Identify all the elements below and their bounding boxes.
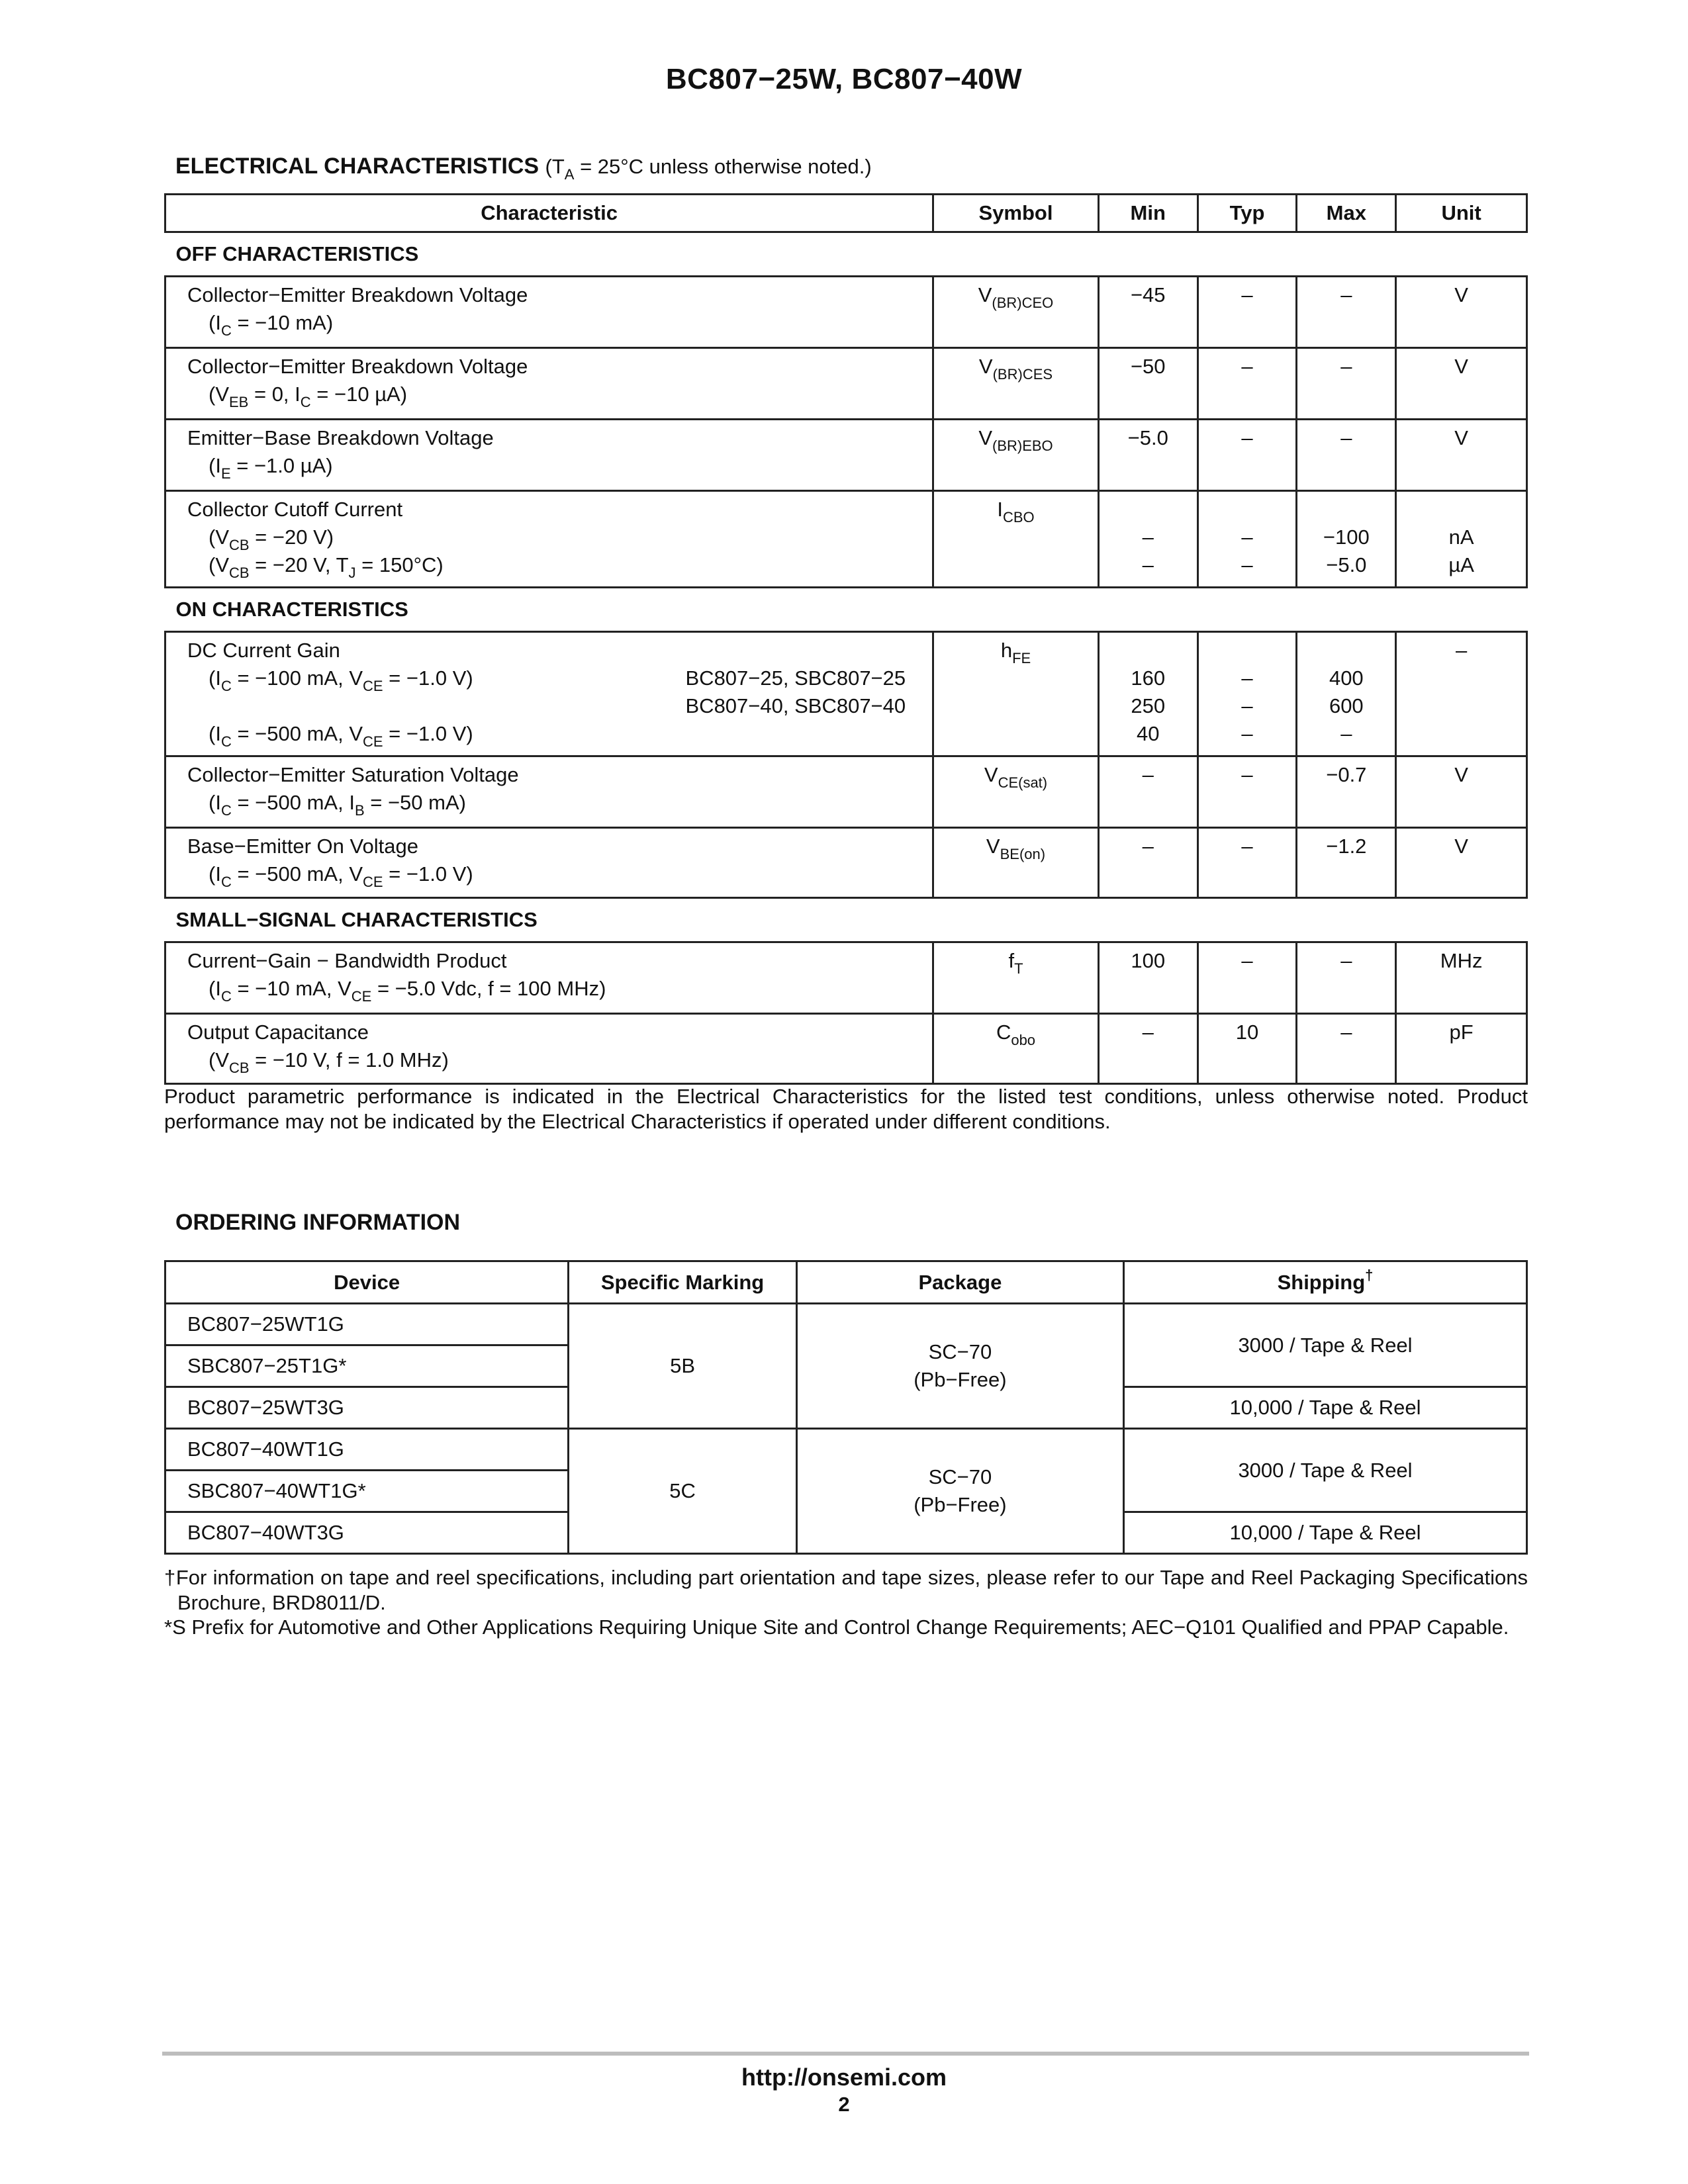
unit-cell: MHz — [1396, 942, 1527, 1014]
characteristic-cell: Collector−Emitter Saturation Voltage ($I_C = -500$ mA, $I_B = -50$ mA) — [165, 756, 933, 828]
table-row — [165, 491, 1527, 588]
min-cell: −50 — [1098, 348, 1197, 420]
typ-cell: – – – — [1197, 632, 1297, 756]
min-cell: −5.0 — [1098, 420, 1197, 491]
col-unit: Unit — [1396, 195, 1527, 232]
device-cell: BC807−25WT3G — [165, 1387, 569, 1429]
table-row — [165, 348, 1527, 420]
unit-cell: V — [1396, 756, 1527, 828]
device-cell: SBC807−25T1G* — [165, 1345, 569, 1387]
unit-cell: nA µA — [1396, 491, 1527, 588]
col-specific-marking: Specific Marking — [569, 1261, 797, 1304]
footnote-dagger: †For information on tape and reel specifications, including part orientation and tape sizes, please refer to our Tape and Reel Packaging Specifications Brochure, BRD8011/D. — [164, 1566, 1528, 1614]
device-cell: BC807−40WT1G — [165, 1429, 569, 1471]
characteristic-cell: Collector−Emitter Breakdown Voltage ($V_{EB} = 0$, $I_C = -10$ µA) — [165, 348, 933, 420]
table-row — [165, 1304, 1527, 1345]
min-cell: −45 — [1098, 277, 1197, 348]
shipping-cell: 10,000 / Tape & Reel — [1124, 1512, 1527, 1554]
group-small-signal: SMALL−SIGNAL CHARACTERISTICS — [165, 898, 1527, 942]
package-cell: SC−70 (Pb−Free) — [796, 1304, 1123, 1429]
max-cell: −0.7 — [1297, 756, 1396, 828]
characteristic-cell: Collector Cutoff Current ($V_{CB} = -20$ V) ($V_{CB} = -20$ V, $T_J = 150^\circ C$) — [165, 491, 933, 588]
symbol-cell: $V_{BE(on)}$ — [933, 828, 1099, 898]
footer-divider — [162, 2052, 1529, 2056]
col-typ: Typ — [1197, 195, 1297, 232]
symbol-cell: $V_{CE(sat)}$ — [933, 756, 1099, 828]
col-min: Min — [1098, 195, 1197, 232]
marking-cell: 5C — [569, 1429, 797, 1554]
footer-url[interactable]: http://onsemi.com — [741, 2064, 947, 2091]
max-cell: – — [1297, 277, 1396, 348]
group-row — [165, 232, 1527, 277]
heading-text: ELECTRICAL CHARACTERISTICS — [175, 154, 539, 179]
max-cell: – — [1297, 348, 1396, 420]
characteristic-cell: DC Current Gain ($I_C = -100$ mA, $V_{CE} = -1.0$ V) BC807−25, SBC807−25 BC807−40, SBC807−40 ($I_C = -500$ mA, $V_{CE} = -1.0$ V) — [165, 632, 933, 756]
col-symbol: Symbol — [933, 195, 1099, 232]
min-cell: – — [1098, 828, 1197, 898]
min-cell: 100 — [1098, 942, 1197, 1014]
typ-cell: – — [1197, 828, 1297, 898]
typ-cell: – — [1197, 277, 1297, 348]
characteristic-cell: Current−Gain − Bandwidth Product ($I_C = -10$ mA, $V_{CE} = -5.0$ Vdc, f = 100 MHz) — [165, 942, 933, 1014]
package-cell: SC−70 (Pb−Free) — [796, 1429, 1123, 1554]
col-device: Device — [165, 1261, 569, 1304]
heading-condition: ($T_A = 25^\circ C$ unless otherwise noted.) — [545, 155, 872, 183]
characteristic-cell: Collector−Emitter Breakdown Voltage ($I_C = -10$ mA) — [165, 277, 933, 348]
page-number: 2 — [838, 2093, 850, 2116]
table-row — [165, 828, 1527, 898]
min-cell: – — [1098, 756, 1197, 828]
col-characteristic: Characteristic — [165, 195, 933, 232]
shipping-cell: 3000 / Tape & Reel — [1124, 1429, 1527, 1512]
table-row — [165, 420, 1527, 491]
footnote-star: *S Prefix for Automotive and Other Applications Requiring Unique Site and Control Change Requirements; AEC−Q101 Qualified and PPAP Capable. — [164, 1615, 1509, 1639]
col-package: Package — [796, 1261, 1123, 1304]
group-on: ON CHARACTERISTICS — [165, 588, 1527, 632]
min-cell: – — [1098, 1014, 1197, 1084]
unit-cell: V — [1396, 828, 1527, 898]
device-cell: BC807−25WT1G — [165, 1304, 569, 1345]
max-cell: −1.2 — [1297, 828, 1396, 898]
unit-cell: V — [1396, 348, 1527, 420]
table-header-row — [165, 1261, 1527, 1304]
characteristic-cell: Output Capacitance ($V_{CB} = -10$ V, f = 1.0 MHz) — [165, 1014, 933, 1084]
col-max: Max — [1297, 195, 1396, 232]
table-row — [165, 1014, 1527, 1084]
ordering-information-heading: ORDERING INFORMATION — [175, 1210, 461, 1235]
unit-cell: – — [1396, 632, 1527, 756]
group-row — [165, 898, 1527, 942]
typ-cell: – — [1197, 348, 1297, 420]
shipping-cell: 3000 / Tape & Reel — [1124, 1304, 1527, 1387]
typ-cell: – – — [1197, 491, 1297, 588]
ordering-information-table — [164, 1260, 1528, 1555]
table-header-row — [165, 195, 1527, 232]
symbol-cell: $C_{obo}$ — [933, 1014, 1099, 1084]
performance-note: Product parametric performance is indicated in the Electrical Characteristics for the listed test conditions, unless otherwise noted. Product performance may not be indicated by the Electrical Characteristics if operated under different conditions. — [164, 1085, 1528, 1133]
typ-cell: – — [1197, 942, 1297, 1014]
symbol-cell: $V_{(BR)EBO}$ — [933, 420, 1099, 491]
symbol-cell: $h_{FE}$ — [933, 632, 1099, 756]
typ-cell: 10 — [1197, 1014, 1297, 1084]
device-cell: BC807−40WT3G — [165, 1512, 569, 1554]
min-cell: – – — [1098, 491, 1197, 588]
page-title: BC807−25W, BC807−40W — [665, 63, 1023, 95]
symbol-cell: $f_T$ — [933, 942, 1099, 1014]
group-row — [165, 588, 1527, 632]
max-cell: – — [1297, 1014, 1396, 1084]
unit-cell: V — [1396, 277, 1527, 348]
group-off: OFF CHARACTERISTICS — [165, 232, 1527, 277]
unit-cell: V — [1396, 420, 1527, 491]
max-cell: 400 600 – — [1297, 632, 1396, 756]
typ-cell: – — [1197, 420, 1297, 491]
table-row — [165, 942, 1527, 1014]
symbol-cell: $V_{(BR)CEO}$ — [933, 277, 1099, 348]
shipping-cell: 10,000 / Tape & Reel — [1124, 1387, 1527, 1429]
symbol-cell: $I_{CBO}$ — [933, 491, 1099, 588]
symbol-cell: $V_{(BR)CES}$ — [933, 348, 1099, 420]
characteristic-cell: Emitter−Base Breakdown Voltage ($I_E = -1.0$ µA) — [165, 420, 933, 491]
max-cell: −100 −5.0 — [1297, 491, 1396, 588]
max-cell: – — [1297, 420, 1396, 491]
unit-cell: pF — [1396, 1014, 1527, 1084]
marking-cell: 5B — [569, 1304, 797, 1429]
electrical-characteristics-heading — [175, 154, 872, 183]
electrical-characteristics-table — [164, 193, 1528, 1085]
device-cell: SBC807−40WT1G* — [165, 1471, 569, 1512]
characteristic-cell: Base−Emitter On Voltage ($I_C = -500$ mA, $V_{CE} = -1.0$ V) — [165, 828, 933, 898]
table-row — [165, 632, 1527, 756]
table-row — [165, 1429, 1527, 1471]
table-row — [165, 756, 1527, 828]
min-cell: 160 250 40 — [1098, 632, 1197, 756]
typ-cell: – — [1197, 756, 1297, 828]
col-shipping: Shipping† — [1124, 1261, 1527, 1304]
table-row — [165, 277, 1527, 348]
max-cell: – — [1297, 942, 1396, 1014]
